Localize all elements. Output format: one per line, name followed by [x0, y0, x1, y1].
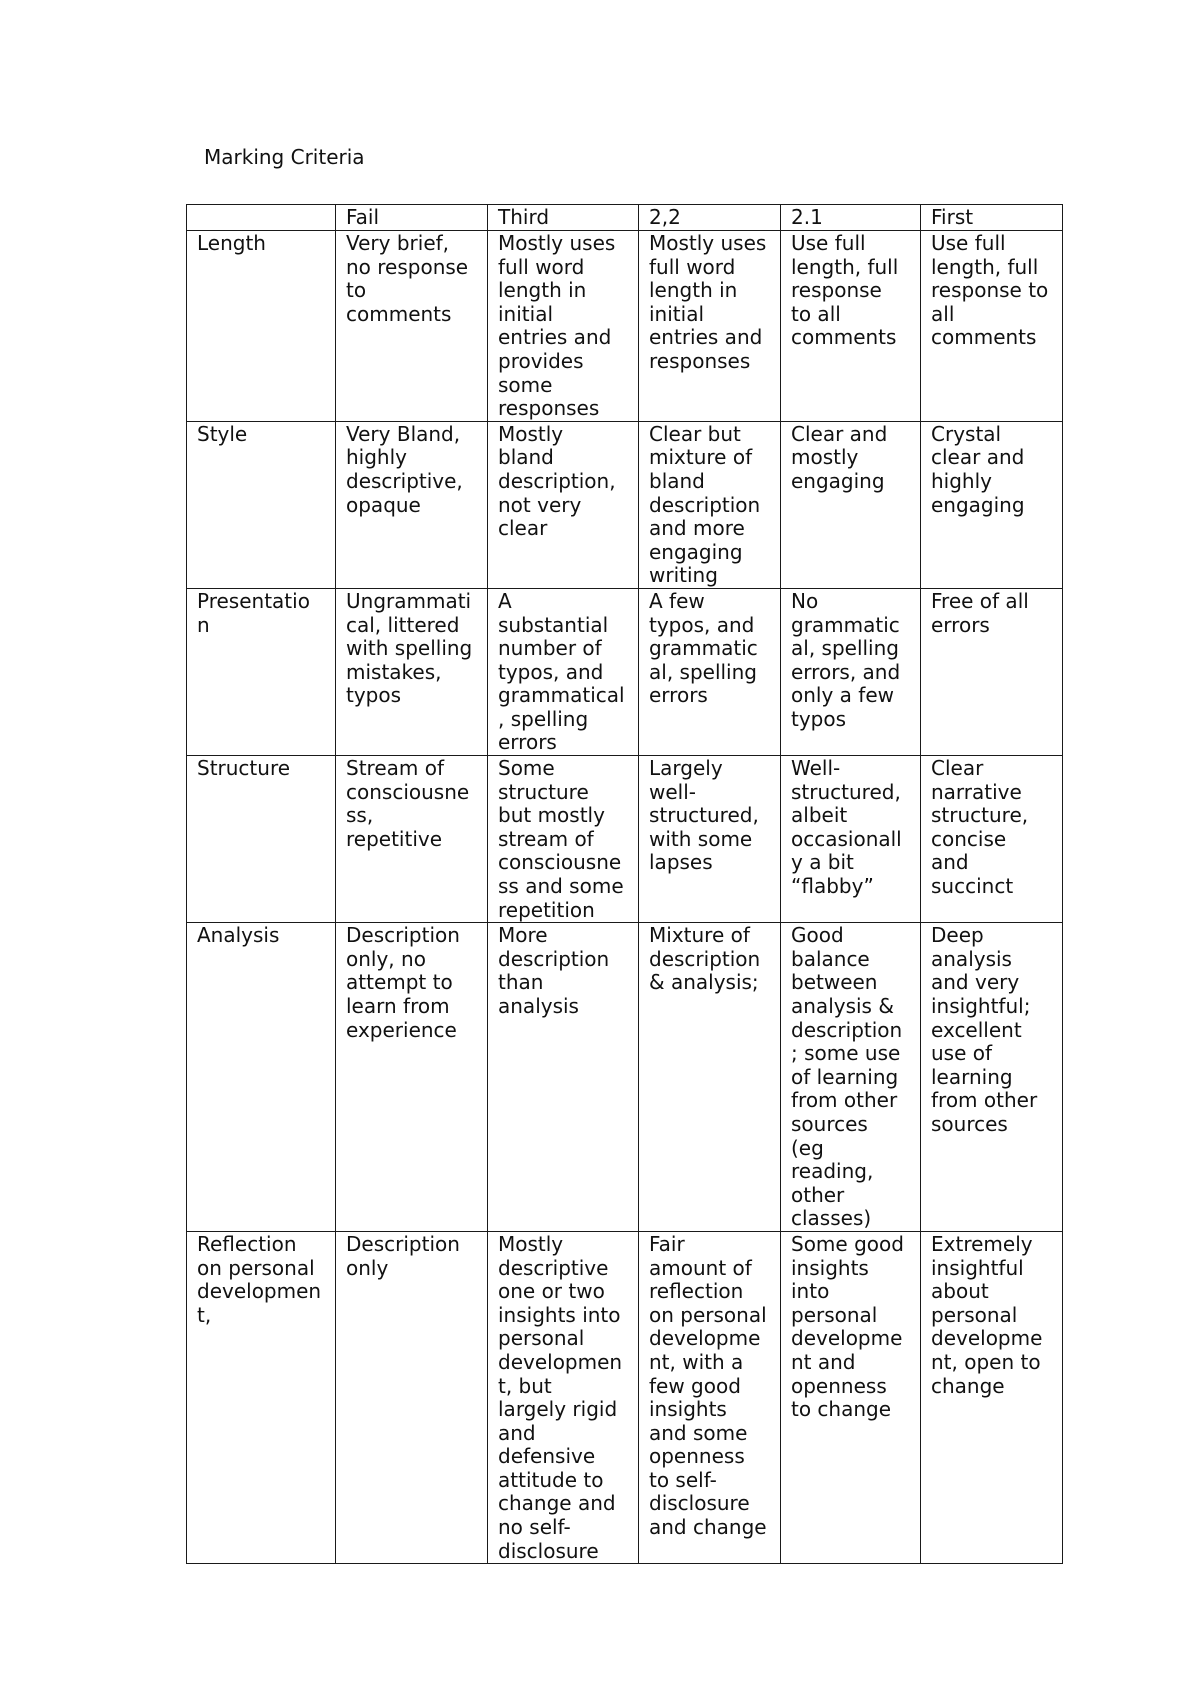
header-cell-fail: Fail [336, 205, 488, 231]
table-row-analysis [187, 923, 1063, 1232]
page-title: Marking Criteria [204, 145, 365, 169]
criterion-cell: Reflection on personal developmen t, [187, 1231, 336, 1563]
criterion-cell: Length [187, 231, 336, 422]
table-cell-2-2: Fair amount of reflection on personal developme nt, with a few good insights and some openness to self- disclosure and change [639, 1231, 781, 1563]
table-cell-third: More description than analysis [488, 923, 639, 1232]
table-cell-first: Use full length, full response to all comments [921, 231, 1063, 422]
table-cell-2-1: Use full length, full response to all comments [781, 231, 921, 422]
table-cell-fail: Stream of consciousne ss, repetitive [336, 756, 488, 923]
marking-criteria-table [186, 204, 1063, 1564]
header-cell-third: Third [488, 205, 639, 231]
table-cell-2-1: Well- structured, albeit occasionall y a bit “flabby” [781, 756, 921, 923]
table-cell-2-1: Good balance between analysis & description ; some use of learning from other sources (eg reading, other classes) [781, 923, 921, 1232]
table-cell-first: Free of all errors [921, 588, 1063, 755]
criterion-cell: Presentatio n [187, 588, 336, 755]
table-cell-2-1: Some good insights into personal developme nt and openness to change [781, 1231, 921, 1563]
table-cell-first: Crystal clear and highly engaging [921, 421, 1063, 588]
table-cell-fail: Description only, no attempt to learn from experience [336, 923, 488, 1232]
table-cell-2-2: Largely well- structured, with some lapses [639, 756, 781, 923]
table-cell-fail: Description only [336, 1231, 488, 1563]
table-cell-fail: Very brief, no response to comments [336, 231, 488, 422]
header-cell-2-1: 2.1 [781, 205, 921, 231]
table-cell-third: Some structure but mostly stream of consciousne ss and some repetition [488, 756, 639, 923]
table-cell-first: Deep analysis and very insightful; excellent use of learning from other sources [921, 923, 1063, 1232]
table-cell-fail: Very Bland, highly descriptive, opaque [336, 421, 488, 588]
criterion-cell: Structure [187, 756, 336, 923]
table-cell-2-1: No grammatic al, spelling errors, and only a few typos [781, 588, 921, 755]
table-row-reflection [187, 1231, 1063, 1563]
header-cell-empty [187, 205, 336, 231]
table-cell-third: Mostly bland description, not very clear [488, 421, 639, 588]
table-cell-first: Extremely insightful about personal developme nt, open to change [921, 1231, 1063, 1563]
table-row-style [187, 421, 1063, 588]
table-cell-2-1: Clear and mostly engaging [781, 421, 921, 588]
header-cell-first: First [921, 205, 1063, 231]
table-cell-third: A substantial number of typos, and grammatical , spelling errors [488, 588, 639, 755]
table-cell-2-2: Mixture of description & analysis; [639, 923, 781, 1232]
table-row-length [187, 231, 1063, 422]
table-cell-2-2: A few typos, and grammatic al, spelling errors [639, 588, 781, 755]
header-cell-2-2: 2,2 [639, 205, 781, 231]
table-row-structure [187, 756, 1063, 923]
table-cell-2-2: Mostly uses full word length in initial entries and responses [639, 231, 781, 422]
table-header-row [187, 205, 1063, 231]
table-cell-third: Mostly uses full word length in initial entries and provides some responses [488, 231, 639, 422]
table-cell-third: Mostly descriptive one or two insights into personal developmen t, but largely rigid and defensive attitude to change and no self- disclosure [488, 1231, 639, 1563]
table-row-presentation [187, 588, 1063, 755]
criterion-cell: Style [187, 421, 336, 588]
table-cell-fail: Ungrammati cal, littered with spelling mistakes, typos [336, 588, 488, 755]
table-cell-first: Clear narrative structure, concise and succinct [921, 756, 1063, 923]
criterion-cell: Analysis [187, 923, 336, 1232]
table-cell-2-2: Clear but mixture of bland description and more engaging writing [639, 421, 781, 588]
